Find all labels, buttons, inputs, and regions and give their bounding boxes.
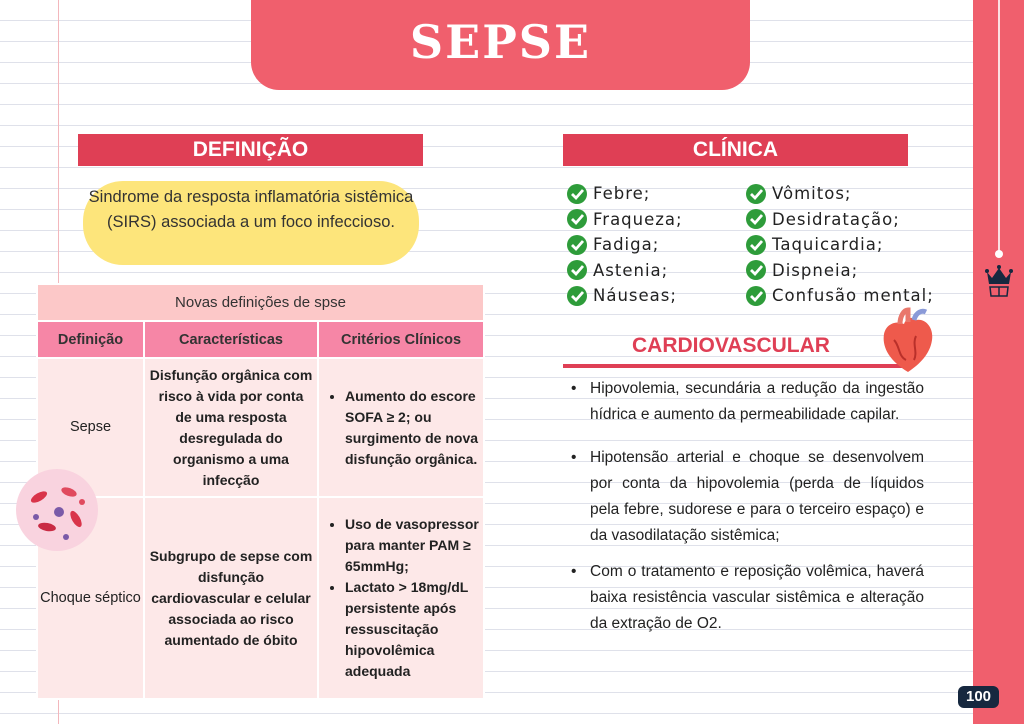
row-name-sepse: Sepse (37, 358, 144, 497)
criteria-item: • Aumento do escore SOFA ≥ 2; ou surgimento de nova disfunção orgânica. (345, 386, 483, 470)
crown-icon (983, 260, 1015, 298)
column-header-definition: Definição (37, 321, 144, 358)
symptoms-list-right (745, 181, 934, 309)
symptom-label: Náuseas; (593, 286, 677, 306)
symptoms-list-left (566, 181, 683, 309)
heart-icon (878, 306, 938, 376)
bacteria-icon (14, 467, 100, 553)
list-item (566, 258, 683, 284)
symptom-label: Confusão mental; (772, 286, 934, 306)
criteria-item: • Lactato > 18mg/dL persistente após ressuscitação hipovolêmica adequada (345, 577, 483, 682)
symptom-label: Taquicardia; (772, 235, 884, 255)
page-title: SEPSE (251, 0, 750, 90)
definition-header: DEFINIÇÃO (78, 134, 423, 166)
table-caption: Novas definições de spse (37, 284, 484, 321)
definition-text: Sindrome da resposta inflamatória sistêmica (SIRS) associada a um foco infeccioso. (83, 181, 419, 265)
list-item (566, 207, 683, 233)
list-item: • Hipotensão arterial e choque se desenvolvem por conta da hipovolemia (perda de líquidos pela febre, sudorese e para o terceiro espaço) e da vasodilatação sistêmica; (568, 445, 924, 549)
check-icon (745, 234, 767, 256)
row-characteristics-sepse: Disfunção orgânica com risco à vida por conta de uma resposta desregulada do organismo a uma infecção (144, 358, 318, 497)
symptom-label: Vômitos; (772, 184, 852, 204)
list-item (745, 232, 934, 258)
bar-dot (995, 250, 1003, 258)
list-item (566, 283, 683, 309)
list-item (745, 207, 934, 233)
symptom-label: Fadiga; (593, 235, 660, 255)
row-characteristics-choque-septico: Subgrupo de sepse com disfunção cardiovascular e celular associada ao risco aumentado de óbito (144, 497, 318, 699)
list-item: • Com o tratamento e reposição volêmica, haverá baixa resistência vascular sistêmica e alteração da extração de O2. (568, 559, 924, 637)
cardiovascular-list (568, 376, 924, 637)
symptom-label: Dispneia; (772, 260, 859, 280)
check-icon (566, 234, 588, 256)
check-icon (566, 208, 588, 230)
check-icon (566, 259, 588, 281)
check-icon (745, 183, 767, 205)
check-icon (566, 183, 588, 205)
symptom-label: Desidratação; (772, 209, 900, 229)
cardiovascular-header: CARDIOVASCULAR (632, 334, 830, 357)
column-header-criteria: Critérios Clínicos (318, 321, 484, 358)
criteria-list-choque-septico (319, 514, 483, 682)
list-item (566, 232, 683, 258)
cardiovascular-underline (563, 364, 908, 368)
column-header-characteristics: Características (144, 321, 318, 358)
check-icon (566, 285, 588, 307)
definitions-table (36, 283, 485, 700)
criteria-list-sepse (319, 386, 483, 470)
bar-line (998, 0, 1000, 256)
check-icon (745, 285, 767, 307)
list-item: • Hipovolemia, secundária a redução da ingestão hídrica e aumento da permeabilidade capilar. (568, 376, 924, 428)
table-row (37, 497, 484, 699)
list-item (745, 258, 934, 284)
row-name-choque-septico: Choque séptico (37, 497, 144, 699)
symptom-label: Febre; (593, 184, 651, 204)
table-row (37, 358, 484, 497)
clinica-header: CLÍNICA (563, 134, 908, 166)
symptom-label: Fraqueza; (593, 209, 683, 229)
list-item (745, 181, 934, 207)
check-icon (745, 259, 767, 281)
list-item (745, 283, 934, 309)
criteria-item: • Uso de vasopressor para manter PAM ≥ 65mmHg; (345, 514, 483, 577)
list-item (566, 181, 683, 207)
symptom-label: Astenia; (593, 260, 669, 280)
check-icon (745, 208, 767, 230)
page-number: 100 (958, 686, 999, 708)
